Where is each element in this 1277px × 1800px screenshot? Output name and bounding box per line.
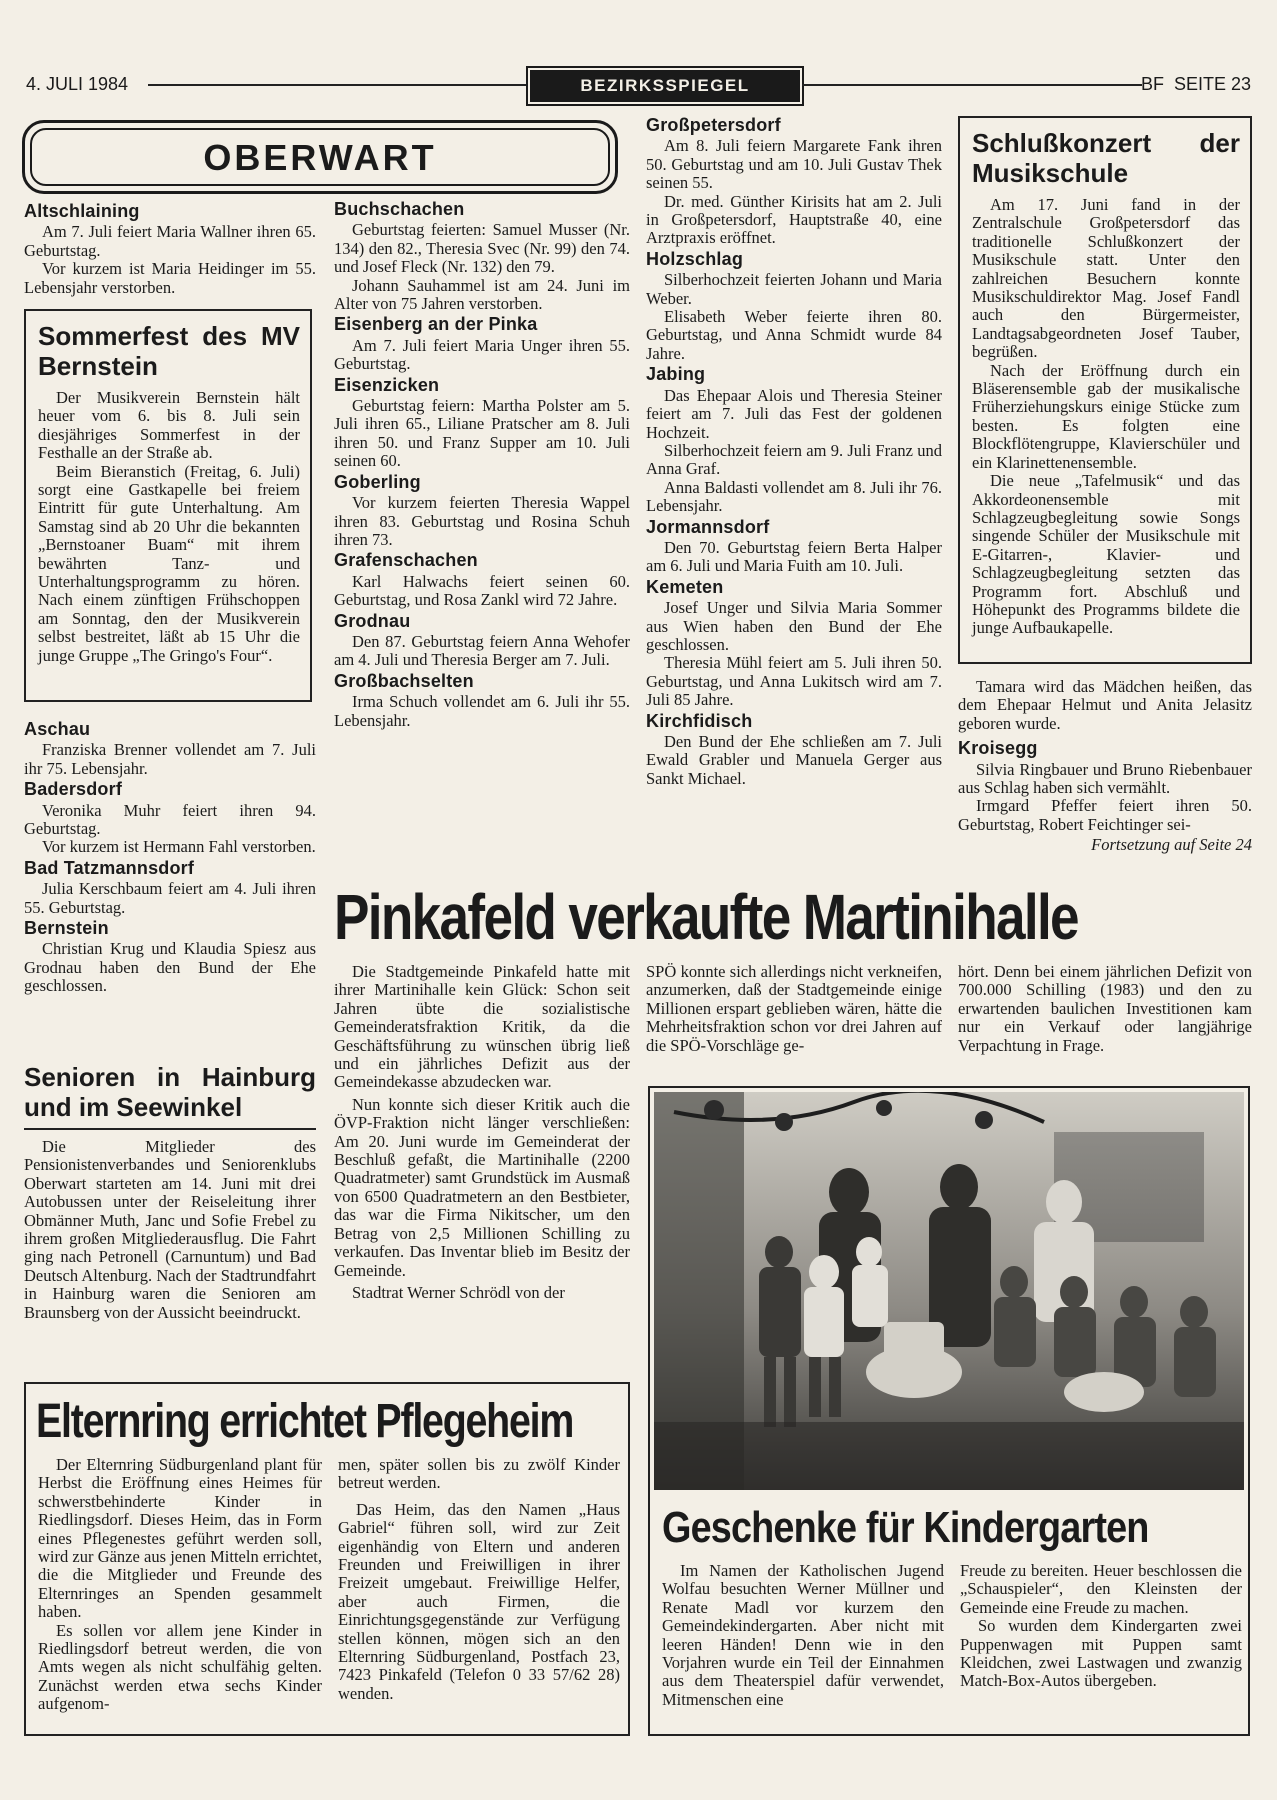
news-item-kroisegg bbox=[958, 739, 1252, 834]
news-item-kirchfidisch bbox=[646, 712, 942, 789]
sommerfest-title: Sommerfest des MV Bernstein bbox=[38, 321, 300, 381]
schlusskonzert-text: Am 17. Juni fand in der Zentralschule Großpetersdorf das traditionelle Schlußkonzert der Musikschule statt. Unter den zahlreichen Besuchern konnte Musikschuldirektor Mag. Josef Fandl auch den Bürgermeister, Landtagsabgeordneten Josef Tauber, begrüßen. bbox=[972, 195, 1240, 362]
news-text: Tamara wird das Mädchen heißen, das dem Ehepaar Helmut und Anita Jelasitz geboren wurde. bbox=[958, 677, 1252, 733]
news-item-altschlaining bbox=[24, 202, 316, 297]
column-4-bottom bbox=[958, 678, 1252, 855]
news-text: Dr. med. Günther Kirisits hat am 2. Juli in Großpetersdorf, Hauptstraße 40, eine Arztpraxis eröffnet. bbox=[646, 191, 942, 248]
header-rule-left bbox=[148, 84, 528, 86]
sommerfest-box bbox=[24, 309, 312, 702]
news-item-eisenzicken bbox=[334, 376, 630, 471]
elternring-headline: Elternring errichtet Pflegeheim bbox=[36, 1395, 574, 1448]
senioren-title: Senioren in Hainburg und im Seewinkel bbox=[24, 1062, 316, 1122]
news-text: Silberhochzeit feierten Johann und Maria Weber. bbox=[646, 270, 942, 308]
pinkafeld-headline: Pinkafeld verkaufte Martinihalle bbox=[334, 882, 1078, 952]
kindergarten-text: Freude zu bereiten. Heuer beschlossen die „Schauspieler“, den Kleinsten der Gemeinde eine Freude zu machen. bbox=[960, 1561, 1242, 1617]
news-item-grossbachselten bbox=[334, 672, 630, 730]
news-text: Den 70. Geburtstag feiern Berta Halper am 6. Juli und Maria Fuith am 10. Juli. bbox=[646, 537, 942, 576]
kindergarten-headline: Geschenke für Kindergarten bbox=[662, 1503, 1149, 1552]
place-heading: Altschlaining bbox=[24, 201, 140, 221]
column-2 bbox=[334, 200, 630, 732]
place-heading: Kroisegg bbox=[958, 738, 1038, 759]
news-text: Geburtstag feiern: Martha Polster am 5. Juli ihren 65., Liliane Pratscher am 8. Juli ihren 50. und Franz Supper am 10. Juli seinen 60. bbox=[334, 396, 630, 471]
news-text: Silberhochzeit feiern am 9. Juli Franz und Anna Graf. bbox=[646, 440, 942, 479]
news-item-bernstein bbox=[24, 919, 316, 996]
news-item-badersdorf bbox=[24, 780, 316, 857]
district-title: OBERWART bbox=[203, 137, 437, 178]
place-heading: Jabing bbox=[646, 364, 706, 385]
elternring-headline-wrap bbox=[36, 1392, 622, 1452]
schlusskonzert-title: Schlußkonzert der Musikschule bbox=[972, 128, 1240, 188]
kindergarten-col-2 bbox=[960, 1562, 1242, 1691]
kindergarten-text: Im Namen der Katholischen Jugend Wolfau besuchten Werner Müllner und Renate Madl vor kurzem den Gemeindekindergarten. Aber nicht mit leeren Händen! Denn wie in den Vorjahren wurde ein Teil der Einnahmen aus dem Theaterspiel dafür verwendet, Mitmenschen eine bbox=[662, 1561, 944, 1709]
elternring-text: Der Elternring Südburgenland plant für Herbst die Eröffnung eines Heimes für schwerstbehinderte Kinder in Riedlingsdorf. Dieses Heim, das in Form eines Pflegenestes geführt werden soll, wird zur Gänze aus jenen Mitteln errichtet, die die Mitglieder und Freunde des Elternringes an Spenden gesammelt haben. bbox=[38, 1455, 322, 1622]
photo-illustration bbox=[654, 1092, 1244, 1490]
kindergarten-headline-wrap bbox=[662, 1500, 1242, 1556]
news-text: Vor kurzem feierten Theresia Wappel ihren 83. Geburtstag und Rosina Schuh ihren 73. bbox=[334, 493, 630, 549]
pinkafeld-col-3 bbox=[958, 963, 1252, 1055]
news-text: Franziska Brenner vollendet am 7. Juli ihr 75. Lebensjahr. bbox=[24, 740, 316, 778]
elternring-box bbox=[24, 1382, 630, 1736]
news-item-grosspetersdorf bbox=[646, 116, 942, 248]
place-heading: Grafenschachen bbox=[334, 550, 478, 571]
district-banner bbox=[22, 120, 618, 194]
news-item-jormannsdorf bbox=[646, 518, 942, 576]
place-heading: Jormannsdorf bbox=[646, 516, 770, 537]
place-heading: Großbachselten bbox=[334, 670, 474, 691]
kindergarten-box bbox=[648, 1086, 1250, 1736]
news-text: Johann Sauhammel ist am 24. Juni im Alter von 75 Jahren verstorben. bbox=[334, 275, 630, 314]
header-rule-right bbox=[802, 84, 1142, 86]
pinkafeld-text: Die Stadtgemeinde Pinkafeld hatte mit ihrer Martinihalle kein Glück: Schon seit Jahren übte die sozialistische Gemeinderatsfraktion Kritik, da die Geschäftsführung zu wünschen übrig ließ und ein jährliches Defizit aus der Gemeindekasse abzudecken war. bbox=[334, 962, 630, 1092]
kindergarten-col-1 bbox=[662, 1562, 944, 1709]
news-text: Silvia Ringbauer und Bruno Riebenbauer aus Schlag haben sich vermählt. bbox=[958, 759, 1252, 798]
kindergarten-text: So wurden dem Kindergarten zwei Puppenwagen mit Puppen samt Kleidchen, zwei Lastwagen und zwanzig Match-Box-Autos übergeben. bbox=[960, 1616, 1242, 1691]
news-text: Christian Krug und Klaudia Spiesz aus Grodnau haben den Bund der Ehe geschlossen. bbox=[24, 939, 316, 996]
news-text: Irmgard Pfeffer feiert ihren 50. Geburtstag, Robert Feichtinger sei- bbox=[958, 796, 1252, 834]
news-text: Anna Baldasti vollendet am 8. Juli ihr 76. Lebensjahr. bbox=[646, 477, 942, 516]
pinkafeld-col-2 bbox=[646, 963, 942, 1055]
news-text: Elisabeth Weber feierte ihren 80. Geburtstag, und Anna Schmidt wurde 84 Jahre. bbox=[646, 307, 942, 363]
news-text: Das Ehepaar Alois und Theresia Steiner feiert am 7. Juli das Fest der goldenen Hochzeit. bbox=[646, 385, 942, 442]
pinkafeld-text: SPÖ konnte sich allerdings nicht verkneifen, anzumerken, daß der Stadtgemeinde einige Millionen erspart geblieben wären, hätte die Mehrheitsfraktion schon vor drei Jahren auf die SPÖ-Vorschläge ge- bbox=[646, 962, 942, 1055]
news-item-holzschlag bbox=[646, 250, 942, 363]
place-heading: Kirchfidisch bbox=[646, 710, 753, 731]
news-text: Veronika Muhr feiert ihren 94. Geburtstag. bbox=[24, 800, 316, 839]
news-text: Am 7. Juli feiert Maria Wallner ihren 65. Geburtstag. bbox=[24, 222, 316, 260]
news-text: Theresia Mühl feiert am 5. Juli ihren 50. Geburtstag, und Anna Lukitsch wird am 7. Juli 85 Jahre. bbox=[646, 653, 942, 710]
column-1-middle bbox=[24, 720, 316, 998]
place-heading: Grodnau bbox=[334, 610, 411, 631]
place-heading: Großpetersdorf bbox=[646, 115, 781, 135]
news-text: Irma Schuch vollendet am 6. Juli ihr 55. Lebensjahr. bbox=[334, 692, 630, 730]
place-heading: Badersdorf bbox=[24, 779, 123, 800]
news-text: Am 7. Juli feiert Maria Unger ihren 55. Geburtstag. bbox=[334, 335, 630, 374]
page-number: BF SEITE 23 bbox=[1140, 74, 1251, 94]
pinkafeld-headline-wrap bbox=[334, 882, 1254, 952]
elternring-text: men, später sollen bis zu zwölf Kinder betreut werden. bbox=[338, 1455, 620, 1493]
elternring-col-2 bbox=[338, 1456, 620, 1703]
section-banner bbox=[530, 70, 800, 102]
section-title: BEZIRKSSPIEGEL bbox=[580, 76, 750, 95]
place-heading: Eisenzicken bbox=[334, 374, 440, 395]
place-heading: Goberling bbox=[334, 471, 421, 492]
news-text: Josef Unger und Silvia Maria Sommer aus Wien haben den Bund der Ehe geschlossen. bbox=[646, 598, 942, 654]
news-item-aschau bbox=[24, 720, 316, 778]
elternring-text: Das Heim, das den Namen „Haus Gabriel“ führen soll, wird zur Zeit eigenhändig von Eltern und anderen Freunden und Freiwilligen in ihrer Freizeit umgebaut. Freiwillige Helfer, aber auch Firmen, die Einrichtungsgegenstände zur Verfügung stellen können, mögen sich an den Elternring Südburgenland, Postfach 23, 7423 Pinkafeld (Telefon 0 33 57/62 28) wenden. bbox=[338, 1499, 620, 1703]
kindergarten-photo bbox=[654, 1092, 1244, 1490]
news-item-bad-tatzmannsdorf bbox=[24, 859, 316, 917]
news-text: Vor kurzem ist Hermann Fahl verstorben. bbox=[42, 837, 316, 857]
news-text: Vor kurzem ist Maria Heidinger im 55. Lebensjahr verstorben. bbox=[24, 259, 316, 297]
news-text: Geburtstag feierten: Samuel Musser (Nr. 134) den 82., Theresia Svec (Nr. 99) den 74. und Josef Fleck (Nr. 132) den 79. bbox=[334, 220, 630, 277]
continuation-note: Fortsetzung auf Seite 24 bbox=[1091, 835, 1252, 855]
sommerfest-text: Beim Bieranstich (Freitag, 6. Juli) sorgt eine Gastkapelle bei freiem Eintritt für gute Unterhaltung. Am Samstag sind ab 20 Uhr die bekannten „Bernstoaner Buam“ mit ihrem bewährten Tanz- und Unterhaltungsprogramm zu hören. Nach einem zünftigen Frühschoppen am Sonntag, den der Musikverein selbst bestreitet, läßt ab 15 Uhr die junge Gruppe „The Gringo's Four“. bbox=[38, 461, 300, 665]
sommerfest-text: Der Musikverein Bernstein hält heuer vom 6. bis 8. Juli sein diesjähriges Sommerfest in der Festhalle an der Straße ab. bbox=[38, 388, 300, 463]
news-item-goberling bbox=[334, 473, 630, 550]
news-text: Den Bund der Ehe schließen am 7. Juli Ewald Grabler und Manuela Gerger aus Sankt Michael. bbox=[646, 732, 942, 788]
schlusskonzert-text: Nach der Eröffnung durch ein Bläserensemble gab der musikalische Früherziehungskurs einige Stücke zum besten. Es folgten eine Blockflötengruppe, Klavierschüler und ein Klarinettenensemble. bbox=[972, 360, 1240, 472]
page-header bbox=[26, 70, 1251, 104]
pinkafeld-col-1 bbox=[334, 963, 630, 1302]
column-1-top bbox=[24, 202, 316, 299]
elternring-col-1 bbox=[38, 1456, 322, 1714]
news-item-eisenberg bbox=[334, 315, 630, 373]
column-3 bbox=[646, 116, 942, 790]
place-heading: Aschau bbox=[24, 719, 91, 739]
pinkafeld-text: hört. Denn bei einem jährlichen Defizit von 700.000 Schilling (1983) und den zu erwartenden baulichen Investitionen kam nur ein Verkauf oder langjährige Verpachtung in Frage. bbox=[958, 962, 1252, 1055]
place-heading: Bernstein bbox=[24, 918, 109, 939]
senioren-rule bbox=[24, 1128, 316, 1130]
news-text: Den 87. Geburtstag feiern Anna Wehofer am 4. Juli und Theresia Berger am 7. Juli. bbox=[334, 631, 630, 670]
schlusskonzert-box bbox=[958, 116, 1252, 664]
issue-date: 4. JULI 1984 bbox=[26, 74, 129, 94]
place-heading: Bad Tatzmannsdorf bbox=[24, 857, 195, 878]
news-item-kemeten bbox=[646, 578, 942, 710]
news-item-buchschachen bbox=[334, 200, 630, 313]
pinkafeld-text: Nun konnte sich dieser Kritik auch die ÖVP-Fraktion nicht länger verschließen: Am 20. Juni wurde im Gemeinderat der Beschluß gefaßt, die Martinihalle (2200 Quadratmeter) samt Grundstück im Ausmaß von 6500 Quadratmetern an den Bestbieter, das war die Firma Nikitscher, um den Betrag von 2,5 Millionen Schilling zu verkaufen. Das Inventar blieb im Besitz der Gemeinde. bbox=[334, 1094, 630, 1280]
news-item-jabing bbox=[646, 365, 942, 515]
senioren-article bbox=[24, 1062, 316, 1322]
place-heading: Buchschachen bbox=[334, 199, 465, 219]
news-text: Am 8. Juli feiern Margarete Fank ihren 50. Geburtstag und am 10. Juli Gustav Thek seinen 55. bbox=[646, 136, 942, 193]
place-heading: Kemeten bbox=[646, 576, 724, 597]
news-item-grodnau bbox=[334, 612, 630, 670]
news-text: Karl Halwachs feiert seinen 60. Geburtstag, und Rosa Zankl wird 72 Jahre. bbox=[334, 571, 630, 610]
pinkafeld-text: Stadtrat Werner Schrödl von der bbox=[352, 1282, 565, 1302]
schlusskonzert-text: Die neue „Tafelmusik“ und das Akkordeonensemble mit Schlagzeugbegleitung sowie Songs singende Schüler der Musikschule mit E-Gitarren-, Klavier- und Schlagzeugbegleitung setzten das Programm fort. Abschluß und Höhepunkt des Programms bildete die junge Aufbaukapelle. bbox=[972, 471, 1240, 638]
news-item-grafenschachen bbox=[334, 551, 630, 609]
place-heading: Holzschlag bbox=[646, 248, 744, 269]
place-heading: Eisenberg an der Pinka bbox=[334, 314, 538, 335]
senioren-text: Die Mitglieder des Pensionistenverbandes und Seniorenklubs Oberwart starteten am 14. Juni mit drei Autobussen unter der Reiseleitung ihrer Obmänner Muth, Janc und Sofie Frebel zu ihrem großen Mitgliederausflug. Die Fahrt ging nach Petronell (Carnuntum) und Bad Deutsch Altenburg. Nach der Stadtrundfahrt in Hainburg waren die Senioren am Braunsberg von der Aussicht beeindruckt. bbox=[24, 1137, 316, 1322]
elternring-text: Es sollen vor allem jene Kinder in Riedlingsdorf betreut werden, die von Amts wegen als nicht schulfähig gelten. Zunächst werden etwa sechs Kinder aufgenom- bbox=[38, 1620, 322, 1714]
news-text: Julia Kerschbaum feiert am 4. Juli ihren 55. Geburtstag. bbox=[24, 879, 316, 917]
